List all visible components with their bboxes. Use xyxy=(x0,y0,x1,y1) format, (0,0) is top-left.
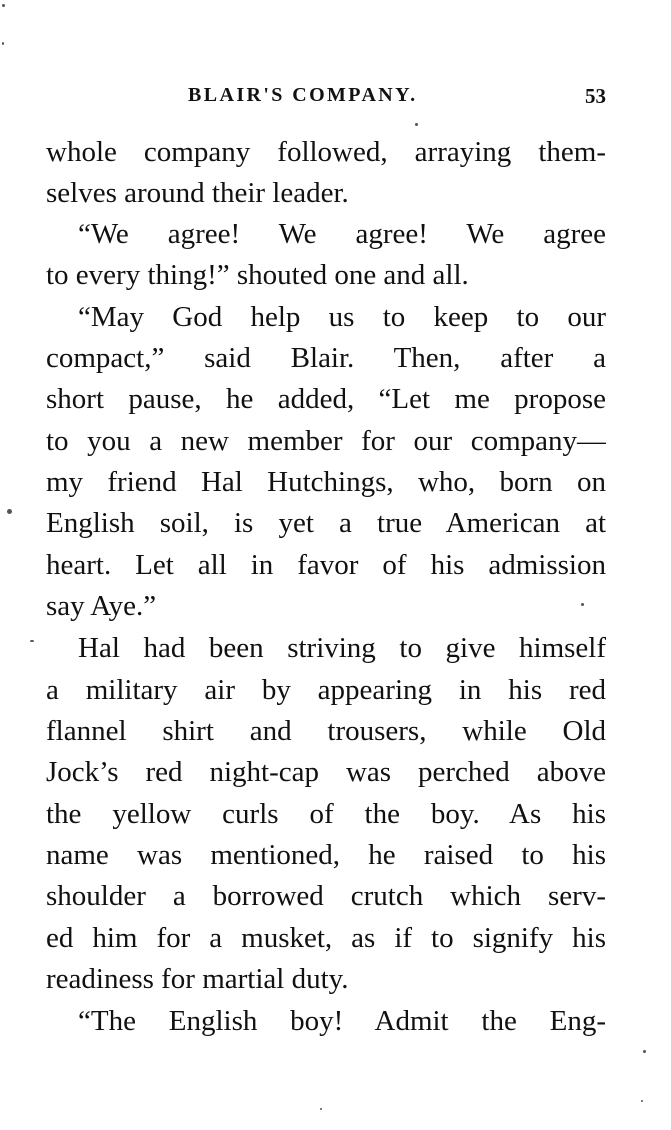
scan-speck xyxy=(7,509,12,514)
text-line: Jock’s red night-cap was perched above xyxy=(46,756,606,788)
scan-speck xyxy=(2,4,5,7)
running-title: BLAIR'S COMPANY. xyxy=(188,84,418,106)
text-line: readiness for martial duty. xyxy=(46,963,349,995)
text-line: flannel shirt and trousers, while Old xyxy=(46,715,606,747)
text-line: Hal had been striving to give himself xyxy=(78,632,606,664)
text-line: heart. Let all in favor of his admission xyxy=(46,549,606,581)
text-line: compact,” said Blair. Then, after a xyxy=(46,342,606,374)
text-line: English soil, is yet a true American at xyxy=(46,507,606,539)
text-line: say Aye.” xyxy=(46,590,157,622)
text-line: the yellow curls of the boy. As his xyxy=(46,798,606,830)
text-line: to you a new member for our company— xyxy=(46,425,606,457)
scan-speck xyxy=(641,1100,643,1102)
text-line: a military air by appearing in his red xyxy=(46,674,606,706)
text-line: ed him for a musket, as if to signify his xyxy=(46,922,606,954)
text-line: my friend Hal Hutchings, who, born on xyxy=(46,466,606,498)
running-head xyxy=(46,84,606,116)
text-line: to every thing!” shouted one and all. xyxy=(46,259,469,291)
scan-speck xyxy=(320,1108,322,1110)
scan-speck xyxy=(2,42,4,45)
scan-speck xyxy=(581,603,584,606)
text-line: “The English boy! Admit the Eng- xyxy=(78,1005,606,1037)
scan-speck xyxy=(415,123,418,126)
text-line: “May God help us to keep to our xyxy=(78,301,606,333)
page-number: 53 xyxy=(585,84,606,108)
text-line: name was mentioned, he raised to his xyxy=(46,839,606,871)
text-line: shoulder a borrowed crutch which serv- xyxy=(46,880,606,912)
text-line: whole company followed, arraying them- xyxy=(46,136,606,168)
scan-speck xyxy=(30,640,34,642)
text-line: selves around their leader. xyxy=(46,177,349,209)
text-line: short pause, he added, “Let me propose xyxy=(46,383,606,415)
text-line: “We agree! We agree! We agree xyxy=(78,218,606,250)
scan-speck xyxy=(643,1050,646,1053)
